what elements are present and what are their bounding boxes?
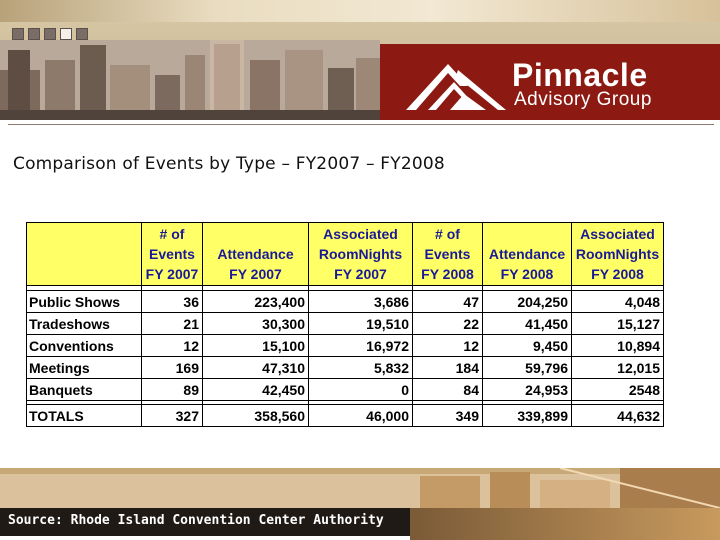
header-divider <box>8 124 714 125</box>
header-line: Associated <box>323 226 398 242</box>
table-cell: 22 <box>413 313 483 335</box>
table-cell: 5,832 <box>309 357 413 379</box>
table-cell: 169 <box>142 357 203 379</box>
table-cell: 3,686 <box>309 291 413 313</box>
table-cell: 12 <box>413 335 483 357</box>
totals-row <box>27 405 664 427</box>
table-cell: 46,000 <box>309 405 413 427</box>
footer-right-image <box>410 508 720 540</box>
table-cell: 36 <box>142 291 203 313</box>
city-skyline-image <box>0 40 380 120</box>
header-line <box>485 224 569 244</box>
header-line: FY 2008 <box>500 266 554 282</box>
table-row <box>27 313 664 335</box>
table-cell: 339,899 <box>483 405 572 427</box>
header-line: Events <box>149 246 195 262</box>
header-line: Attendance <box>488 246 566 262</box>
header-line: # of <box>435 226 460 242</box>
table-cell: 15,100 <box>203 335 309 357</box>
header-corner-cell <box>27 223 142 286</box>
table-cell: 2548 <box>572 379 664 401</box>
table-cell: 204,250 <box>483 291 572 313</box>
header-cell <box>413 223 483 286</box>
nav-dot-active <box>60 28 72 40</box>
header-cell <box>142 223 203 286</box>
row-label: Conventions <box>27 335 142 357</box>
table-cell: 10,894 <box>572 335 664 357</box>
table-cell: 327 <box>142 405 203 427</box>
row-label: Banquets <box>27 379 142 401</box>
table-cell: 44,632 <box>572 405 664 427</box>
table-cell: 4,048 <box>572 291 664 313</box>
nav-dot <box>44 28 56 40</box>
table-cell: 184 <box>413 357 483 379</box>
brand-tagline: Advisory Group <box>514 89 652 110</box>
table-cell: 30,300 <box>203 313 309 335</box>
table-cell: 84 <box>413 379 483 401</box>
row-label: TOTALS <box>27 405 142 427</box>
nav-dot <box>28 28 40 40</box>
table-header-row <box>27 223 664 286</box>
brand-name: Pinnacle <box>512 57 648 93</box>
nav-dot <box>76 28 88 40</box>
header-line: Attendance <box>217 246 294 262</box>
table-row <box>27 291 664 313</box>
table-cell: 349 <box>413 405 483 427</box>
header-line: # of <box>159 226 185 242</box>
row-label: Meetings <box>27 357 142 379</box>
nav-dot <box>12 28 24 40</box>
header-line: Associated <box>580 226 655 242</box>
table-body <box>27 291 664 427</box>
header-line: Events <box>424 246 471 262</box>
header-line: FY 2007 <box>334 266 387 282</box>
table-cell: 21 <box>142 313 203 335</box>
table-row <box>27 335 664 357</box>
header-banner <box>0 0 720 120</box>
table-cell: 24,953 <box>483 379 572 401</box>
table-row <box>27 379 664 401</box>
table-cell: 223,400 <box>203 291 309 313</box>
row-label: Public Shows <box>27 291 142 313</box>
table-cell: 59,796 <box>483 357 572 379</box>
header-cell <box>572 223 664 286</box>
table-cell: 47,310 <box>203 357 309 379</box>
table-cell: 358,560 <box>203 405 309 427</box>
header-line: RoomNights <box>575 246 660 262</box>
table-cell: 89 <box>142 379 203 401</box>
events-table <box>26 222 664 427</box>
slide-nav-dots <box>12 28 88 40</box>
table-cell: 9,450 <box>483 335 572 357</box>
pinnacle-logo-icon <box>402 56 512 112</box>
table-cell: 41,450 <box>483 313 572 335</box>
header-line: RoomNights <box>318 246 403 262</box>
table-cell: 12,015 <box>572 357 664 379</box>
header-line: FY 2008 <box>421 266 474 282</box>
table-cell: 12 <box>142 335 203 357</box>
header-cell <box>483 223 572 286</box>
table-cell: 47 <box>413 291 483 313</box>
table-cell: 42,450 <box>203 379 309 401</box>
table-cell: 19,510 <box>309 313 413 335</box>
footer-building-image <box>0 468 720 508</box>
header-cell <box>203 223 309 286</box>
row-label: Tradeshows <box>27 313 142 335</box>
header-line <box>205 224 306 244</box>
table-row <box>27 357 664 379</box>
header-line: FY 2007 <box>229 266 282 282</box>
header-cell <box>309 223 413 286</box>
page-title: Comparison of Events by Type – FY2007 – FY2008 <box>13 154 445 174</box>
banner-top-strip <box>0 0 720 22</box>
table-cell: 0 <box>309 379 413 401</box>
source-note: Source: Rhode Island Convention Center Authority <box>8 513 384 528</box>
header-line: FY 2008 <box>591 266 644 282</box>
table-cell: 15,127 <box>572 313 664 335</box>
header-line: FY 2007 <box>145 266 199 282</box>
table-cell: 16,972 <box>309 335 413 357</box>
